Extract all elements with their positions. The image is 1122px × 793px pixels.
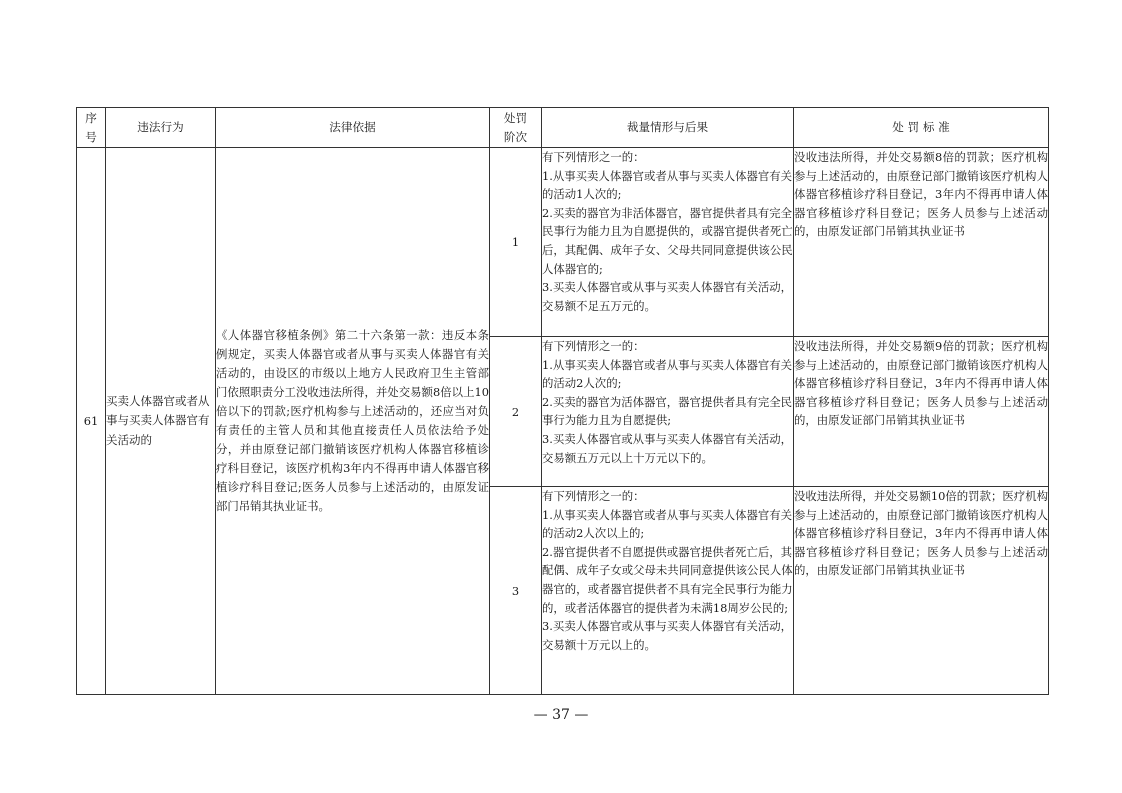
table-row-tier-1 bbox=[77, 148, 1049, 337]
tier-2-circumstance-3: 3.买卖人体器官或从事与买卖人体器官有关活动，交易额五万元以上十万元以下的。 bbox=[542, 431, 793, 465]
tier-3-circumstance-1: 1.从事买卖人体器官或者从事与买卖人体器官有关的活动2人次以上的; bbox=[542, 507, 793, 541]
tier-2-circumstance-2: 2.买卖的器官为活体器官，器官提供者具有完全民事行为能力且为自愿提供; bbox=[542, 394, 793, 428]
tier-3-circumstance-intro: 有下列情形之一的： bbox=[542, 489, 645, 503]
tier-2-circumstance-intro: 有下列情形之一的： bbox=[542, 339, 645, 353]
page-number: — 37 — bbox=[533, 707, 589, 723]
tier-1-stage: 1 bbox=[490, 148, 542, 337]
tier-2-standard: 没收违法所得，并处交易额9倍的罚款；医疗机构参与上述活动的，由原登记部门撤销该医疗机构人体器官移植诊疗科目登记，3年内不得再申请人体器官移植诊疗科目登记；医务人员参与上述活动的，由原发证部门吊销其执业证书 bbox=[794, 337, 1049, 487]
header-legal-basis: 法律依据 bbox=[216, 108, 490, 148]
header-index bbox=[77, 108, 106, 148]
penalty-standard-table bbox=[76, 107, 1049, 695]
tier-1-circumstance-1: 1.从事买卖人体器官或者从事与买卖人体器官有关的活动1人次的; bbox=[542, 168, 793, 202]
header-stage-line-2: 阶次 bbox=[503, 129, 528, 144]
header-index-line-2: 号 bbox=[85, 129, 97, 144]
row-legal-basis: 《人体器官移植条例》第二十六条第一款：违反本条例规定，买卖人体器官或者从事与买卖人体器官有关活动的，由设区的市级以上地方人民政府卫生主管部门依照职责分工没收违法所得，并处交易额8倍以上10倍以下的罚款;医疗机构参与上述活动的，还应当对负有责任的主管人员和其他直接责任人员依法给予处分，并由原登记部门撤销该医疗机构人体器官移植诊疗科目登记，该医疗机构3年内不得再申请人体器官移植诊疗科目登记;医务人员参与上述活动的，由原发证部门吊销其执业证书。 bbox=[216, 148, 490, 695]
table-header-row bbox=[77, 108, 1049, 148]
tier-3-standard: 没收违法所得，并处交易额10倍的罚款；医疗机构参与上述活动的，由原登记部门撤销该医疗机构人体器官移植诊疗科目登记，3年内不得再申请人体器官移植诊疗科目登记；医务人员参与上述活动的，由原发证部门吊销其执业证书 bbox=[794, 487, 1049, 695]
header-index-line-1: 序 bbox=[85, 110, 97, 125]
row-violation: 买卖人体器官或者从事与买卖人体器官有关活动的 bbox=[106, 148, 216, 695]
header-circumstances: 裁量情形与后果 bbox=[542, 108, 794, 148]
header-violation: 违法行为 bbox=[106, 108, 216, 148]
tier-3-circumstance-2: 2.器官提供者不自愿提供或器官提供者死亡后，其配偶、成年子女或父母未共同同意提供该公民人体器官的，或者器官提供者不具有完全民事行为能力的，或者活体器官的提供者为未满18周岁公民的; bbox=[542, 544, 793, 615]
tier-1-standard: 没收违法所得，并处交易额8倍的罚款；医疗机构参与上述活动的，由原登记部门撤销该医疗机构人体器官移植诊疗科目登记，3年内不得再申请人体器官移植诊疗科目登记；医务人员参与上述活动的，由原发证部门吊销其执业证书 bbox=[794, 148, 1049, 337]
tier-2-stage: 2 bbox=[490, 337, 542, 487]
tier-3-stage: 3 bbox=[490, 487, 542, 695]
tier-1-circumstances bbox=[542, 148, 794, 337]
tier-1-circumstance-2: 2.买卖的器官为非活体器官，器官提供者具有完全民事行为能力且为自愿提供的，或器官提供者死亡后，其配偶、成年子女、父母共同同意提供该公民人体器官的; bbox=[542, 205, 793, 276]
header-stage bbox=[490, 108, 542, 148]
row-index: 61 bbox=[77, 148, 106, 695]
tier-3-circumstances bbox=[542, 487, 794, 695]
tier-2-circumstance-1: 1.从事买卖人体器官或者从事与买卖人体器官有关的活动2人次的; bbox=[542, 357, 793, 391]
tier-1-circumstance-intro: 有下列情形之一的： bbox=[542, 150, 645, 164]
header-stage-line-1: 处罚 bbox=[503, 110, 528, 125]
header-standard: 处 罚 标 准 bbox=[794, 108, 1049, 148]
tier-1-circumstance-3: 3.买卖人体器官或从事与买卖人体器官有关活动，交易额不足五万元的。 bbox=[542, 280, 793, 313]
tier-3-circumstance-3: 3.买卖人体器官或从事与买卖人体器官有关活动，交易额十万元以上的。 bbox=[542, 619, 793, 652]
tier-2-circumstances bbox=[542, 337, 794, 487]
